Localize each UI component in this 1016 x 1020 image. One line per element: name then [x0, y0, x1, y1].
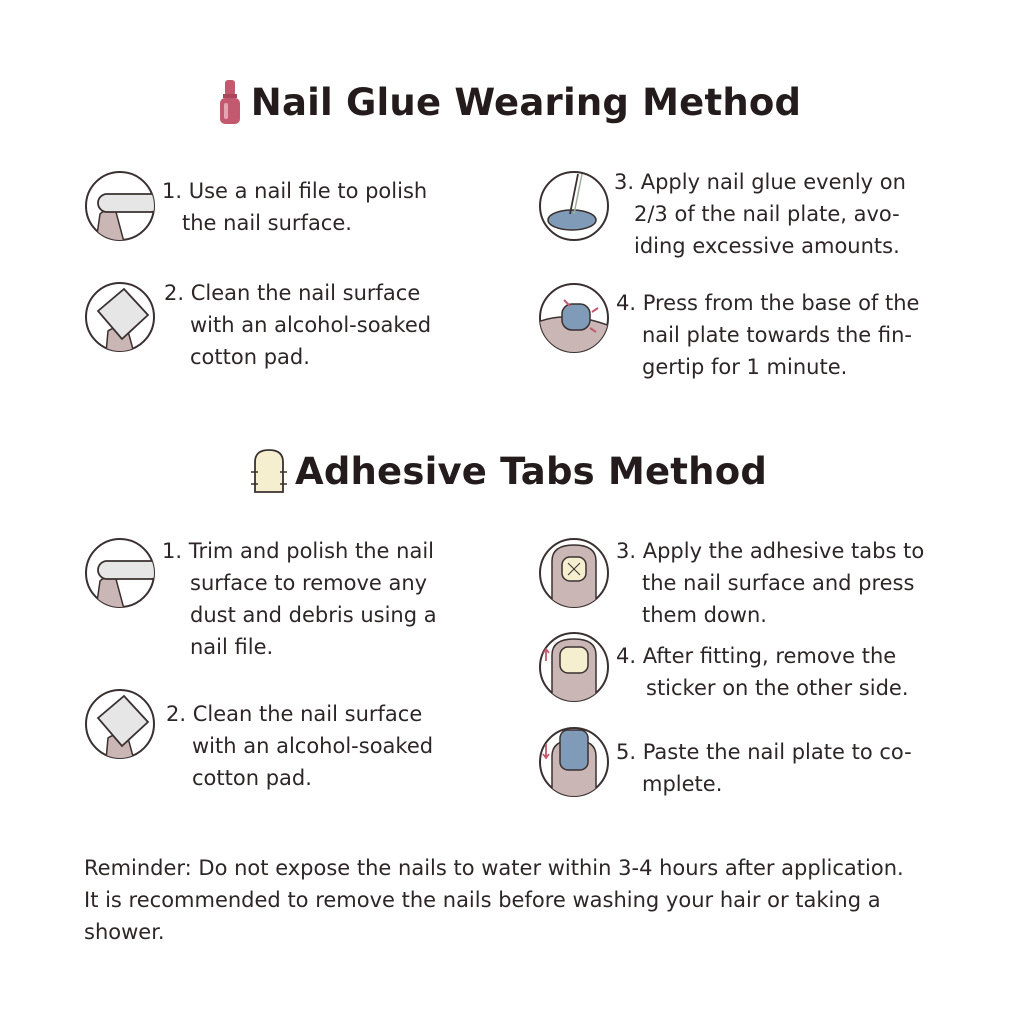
reminder-line-1: Reminder: Do not expose the nails to water within 3-4 hours after application.	[84, 856, 904, 880]
glue-step-3-line-2: 2/3 of the nail plate, avo-	[634, 202, 900, 226]
tabs-step-5-line-1: 5. Paste the nail plate to co-	[616, 740, 912, 764]
remove-sticker-icon	[538, 631, 610, 703]
glue-step-3-line-1: 3. Apply nail glue evenly on	[614, 170, 906, 194]
glue-step-4-line-1: 4. Press from the base of the	[616, 291, 920, 315]
glue-step-2-line-3: cotton pad.	[190, 345, 310, 369]
nail-polish-icon	[215, 78, 245, 126]
glue-brush-icon	[538, 170, 610, 242]
tabs-step-3-line-1: 3. Apply the adhesive tabs to	[616, 539, 925, 563]
cotton-pad-icon	[84, 281, 156, 353]
tabs-step-5-line-2: mplete.	[642, 772, 723, 796]
glue-title-text: Nail Glue Wearing Method	[250, 80, 802, 124]
glue-step-4-line-2: nail plate towards the fin-	[642, 323, 912, 347]
apply-tab-icon	[538, 537, 610, 609]
nail-file-icon	[84, 537, 156, 609]
adhesive-tab-icon	[249, 446, 289, 496]
glue-step-1-line-2: the nail surface.	[182, 211, 352, 235]
glue-step-4-line-3: gertip for 1 minute.	[642, 355, 848, 379]
tabs-step-3-line-2: the nail surface and press	[642, 571, 915, 595]
tabs-step-2-line-2: with an alcohol-soaked	[192, 734, 434, 758]
reminder-line-3: shower.	[84, 920, 165, 944]
tabs-step-4-line-2: sticker on the other side.	[646, 676, 909, 700]
glue-title	[0, 78, 1016, 126]
paste-nail-icon	[538, 726, 610, 798]
reminder-line-2: It is recommended to remove the nails before washing your hair or taking a	[84, 888, 881, 912]
tabs-step-1-line-1: 1. Trim and polish the nail	[162, 539, 434, 563]
tabs-step-3-line-3: them down.	[642, 603, 767, 627]
tabs-step-2-line-3: cotton pad.	[192, 766, 312, 790]
tabs-step-4-line-1: 4. After fitting, remove the	[616, 644, 897, 668]
reminder-note	[84, 852, 954, 948]
glue-step-3-line-3: iding excessive amounts.	[634, 234, 900, 258]
tabs-step-2-line-1: 2. Clean the nail surface	[166, 702, 423, 726]
tabs-title	[0, 446, 1016, 496]
tabs-title-text: Adhesive Tabs Method	[294, 449, 768, 493]
cotton-pad-icon	[84, 688, 156, 760]
glue-step-2-line-1: 2. Clean the nail surface	[164, 281, 421, 305]
nail-file-icon	[84, 170, 156, 242]
tabs-step-1-line-3: dust and debris using a	[190, 603, 437, 627]
tabs-step-1-line-4: nail file.	[190, 635, 274, 659]
glue-step-2-line-2: with an alcohol-soaked	[190, 313, 432, 337]
tabs-step-1-line-2: surface to remove any	[190, 571, 428, 595]
press-nail-icon	[538, 282, 610, 354]
glue-step-1-line-1: 1. Use a nail file to polish	[162, 179, 428, 203]
